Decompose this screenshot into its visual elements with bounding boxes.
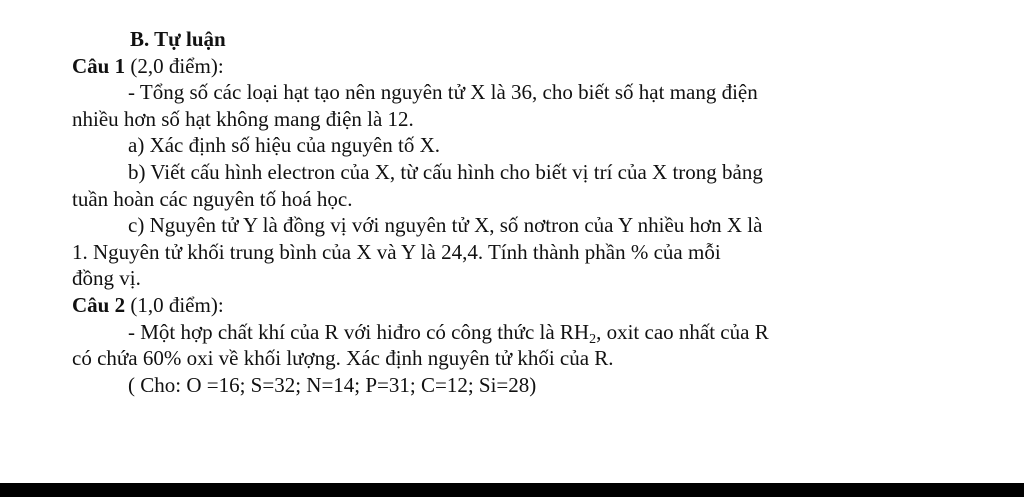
question-1-part-a: a) Xác định số hiệu của nguyên tố X. bbox=[128, 133, 440, 158]
question-2-points: (1,0 điểm): bbox=[125, 292, 224, 317]
question-1-label: Câu 1 bbox=[72, 53, 126, 78]
question-1-part-b-cont: tuần hoàn các nguyên tố hoá học. bbox=[72, 186, 353, 211]
question-1-heading bbox=[72, 53, 952, 80]
question-1-part-c: c) Nguyên tử Y là đồng vị với nguyên tử X, số nơtron của Y nhiều hơn X là bbox=[128, 213, 763, 238]
question-2-line-2: có chứa 60% oxi về khối lượng. Xác định nguyên tử khối của R. bbox=[72, 346, 614, 371]
formula-subscript: 2 bbox=[589, 331, 597, 347]
question-1-line-2: nhiều hơn số hạt không mang điện là 12. bbox=[72, 106, 414, 131]
question-2-line-1-text: - Một hợp chất khí của R với hiđro có công thức là RH bbox=[128, 319, 590, 344]
question-2-line-1-tail: , oxit cao nhất của R bbox=[596, 319, 769, 344]
document-body bbox=[72, 26, 952, 398]
given-atomic-masses: ( Cho: O =16; S=32; N=14; P=31; C=12; Si=28) bbox=[128, 372, 537, 397]
question-1-points: (2,0 điểm): bbox=[125, 53, 224, 78]
question-2-line-1 bbox=[72, 319, 952, 346]
bottom-black-bar bbox=[0, 483, 1024, 497]
question-2-heading bbox=[72, 292, 952, 319]
top-margin bbox=[0, 0, 1024, 12]
question-1-part-b: b) Viết cấu hình electron của X, từ cấu hình cho biết vị trí của X trong bảng bbox=[128, 159, 763, 184]
question-2-label: Câu 2 bbox=[72, 292, 126, 317]
question-1-part-c-cont-1: 1. Nguyên tử khối trung bình của X và Y là 24,4. Tính thành phần % của mỗi bbox=[72, 239, 721, 264]
section-title: B. Tự luận bbox=[130, 27, 226, 51]
question-1-line-1: - Tổng số các loại hạt tạo nên nguyên tử X là 36, cho biết số hạt mang điện bbox=[128, 80, 758, 105]
question-1-part-c-cont-2: đồng vị. bbox=[72, 266, 141, 291]
